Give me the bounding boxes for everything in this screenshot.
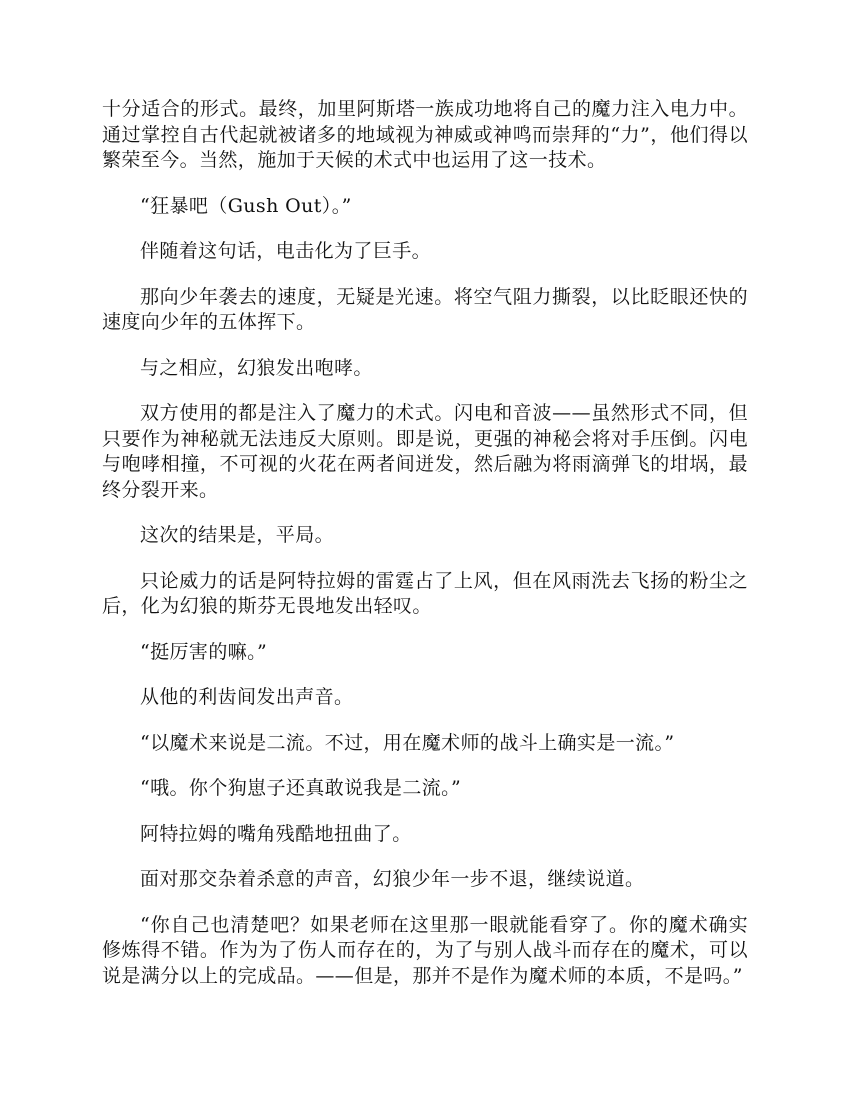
paragraph: “你自己也清楚吧？如果老师在这里那一眼就能看穿了。你的魔术确实修炼得不错。作为为了伤人而存在的，为了与别人战斗而存在的魔术，可以说是满分以上的完成品。——但是，那并不是作为魔术师的本质，不是吗。” [102, 913, 748, 987]
paragraph: 从他的利齿间发出声音。 [140, 686, 354, 708]
paragraph: “哦。你个狗崽子还真敢说我是二流。” [140, 777, 462, 799]
paragraph: 双方使用的都是注入了魔力的术式。闪电和音波——虽然形式不同，但只要作为神秘就无法违反大原则。即是说，更强的神秘会将对手压倒。闪电与咆哮相撞，不可视的火花在两者间迸发，然后融为将雨滴弹飞的坩埚，最终分裂开来。 [102, 402, 748, 501]
paragraph: “挺厉害的嘛。” [140, 640, 268, 663]
document-body [102, 97, 748, 1009]
paragraph: 这次的结果是，平局。 [140, 524, 335, 546]
paragraph: 十分适合的形式。最终，加里阿斯塔一族成功地将自己的魔力注入电力中。通过掌控自古代起就被诸多的地域视为神威或神鸣而崇拜的“力”，他们得以繁荣至今。当然，施加于天候的术式中也运用了这一技术。 [102, 98, 748, 171]
paragraph: 阿特拉姆的嘴角残酷地扭曲了。 [140, 822, 412, 845]
paragraph: 伴随着这句话，电击化为了巨手。 [140, 240, 432, 262]
paragraph: “狂暴吧（Gush Out）。” [140, 194, 352, 217]
paragraph: 只论威力的话是阿特拉姆的雷霆占了上风，但在风雨洗去飞扬的粉尘之后，化为幻狼的斯芬无畏地发出轻叹。 [102, 569, 748, 617]
paragraph: 那向少年袭去的速度，无疑是光速。将空气阻力撕裂，以比眨眼还快的速度向少年的五体挥下。 [102, 285, 748, 333]
paragraph: “以魔术来说是二流。不过，用在魔术师的战斗上确实是一流。” [140, 731, 675, 754]
paragraph: 与之相应，幻狼发出咆哮。 [140, 356, 373, 379]
paragraph: 面对那交杂着杀意的声音，幻狼少年一步不退，继续说道。 [140, 868, 645, 890]
